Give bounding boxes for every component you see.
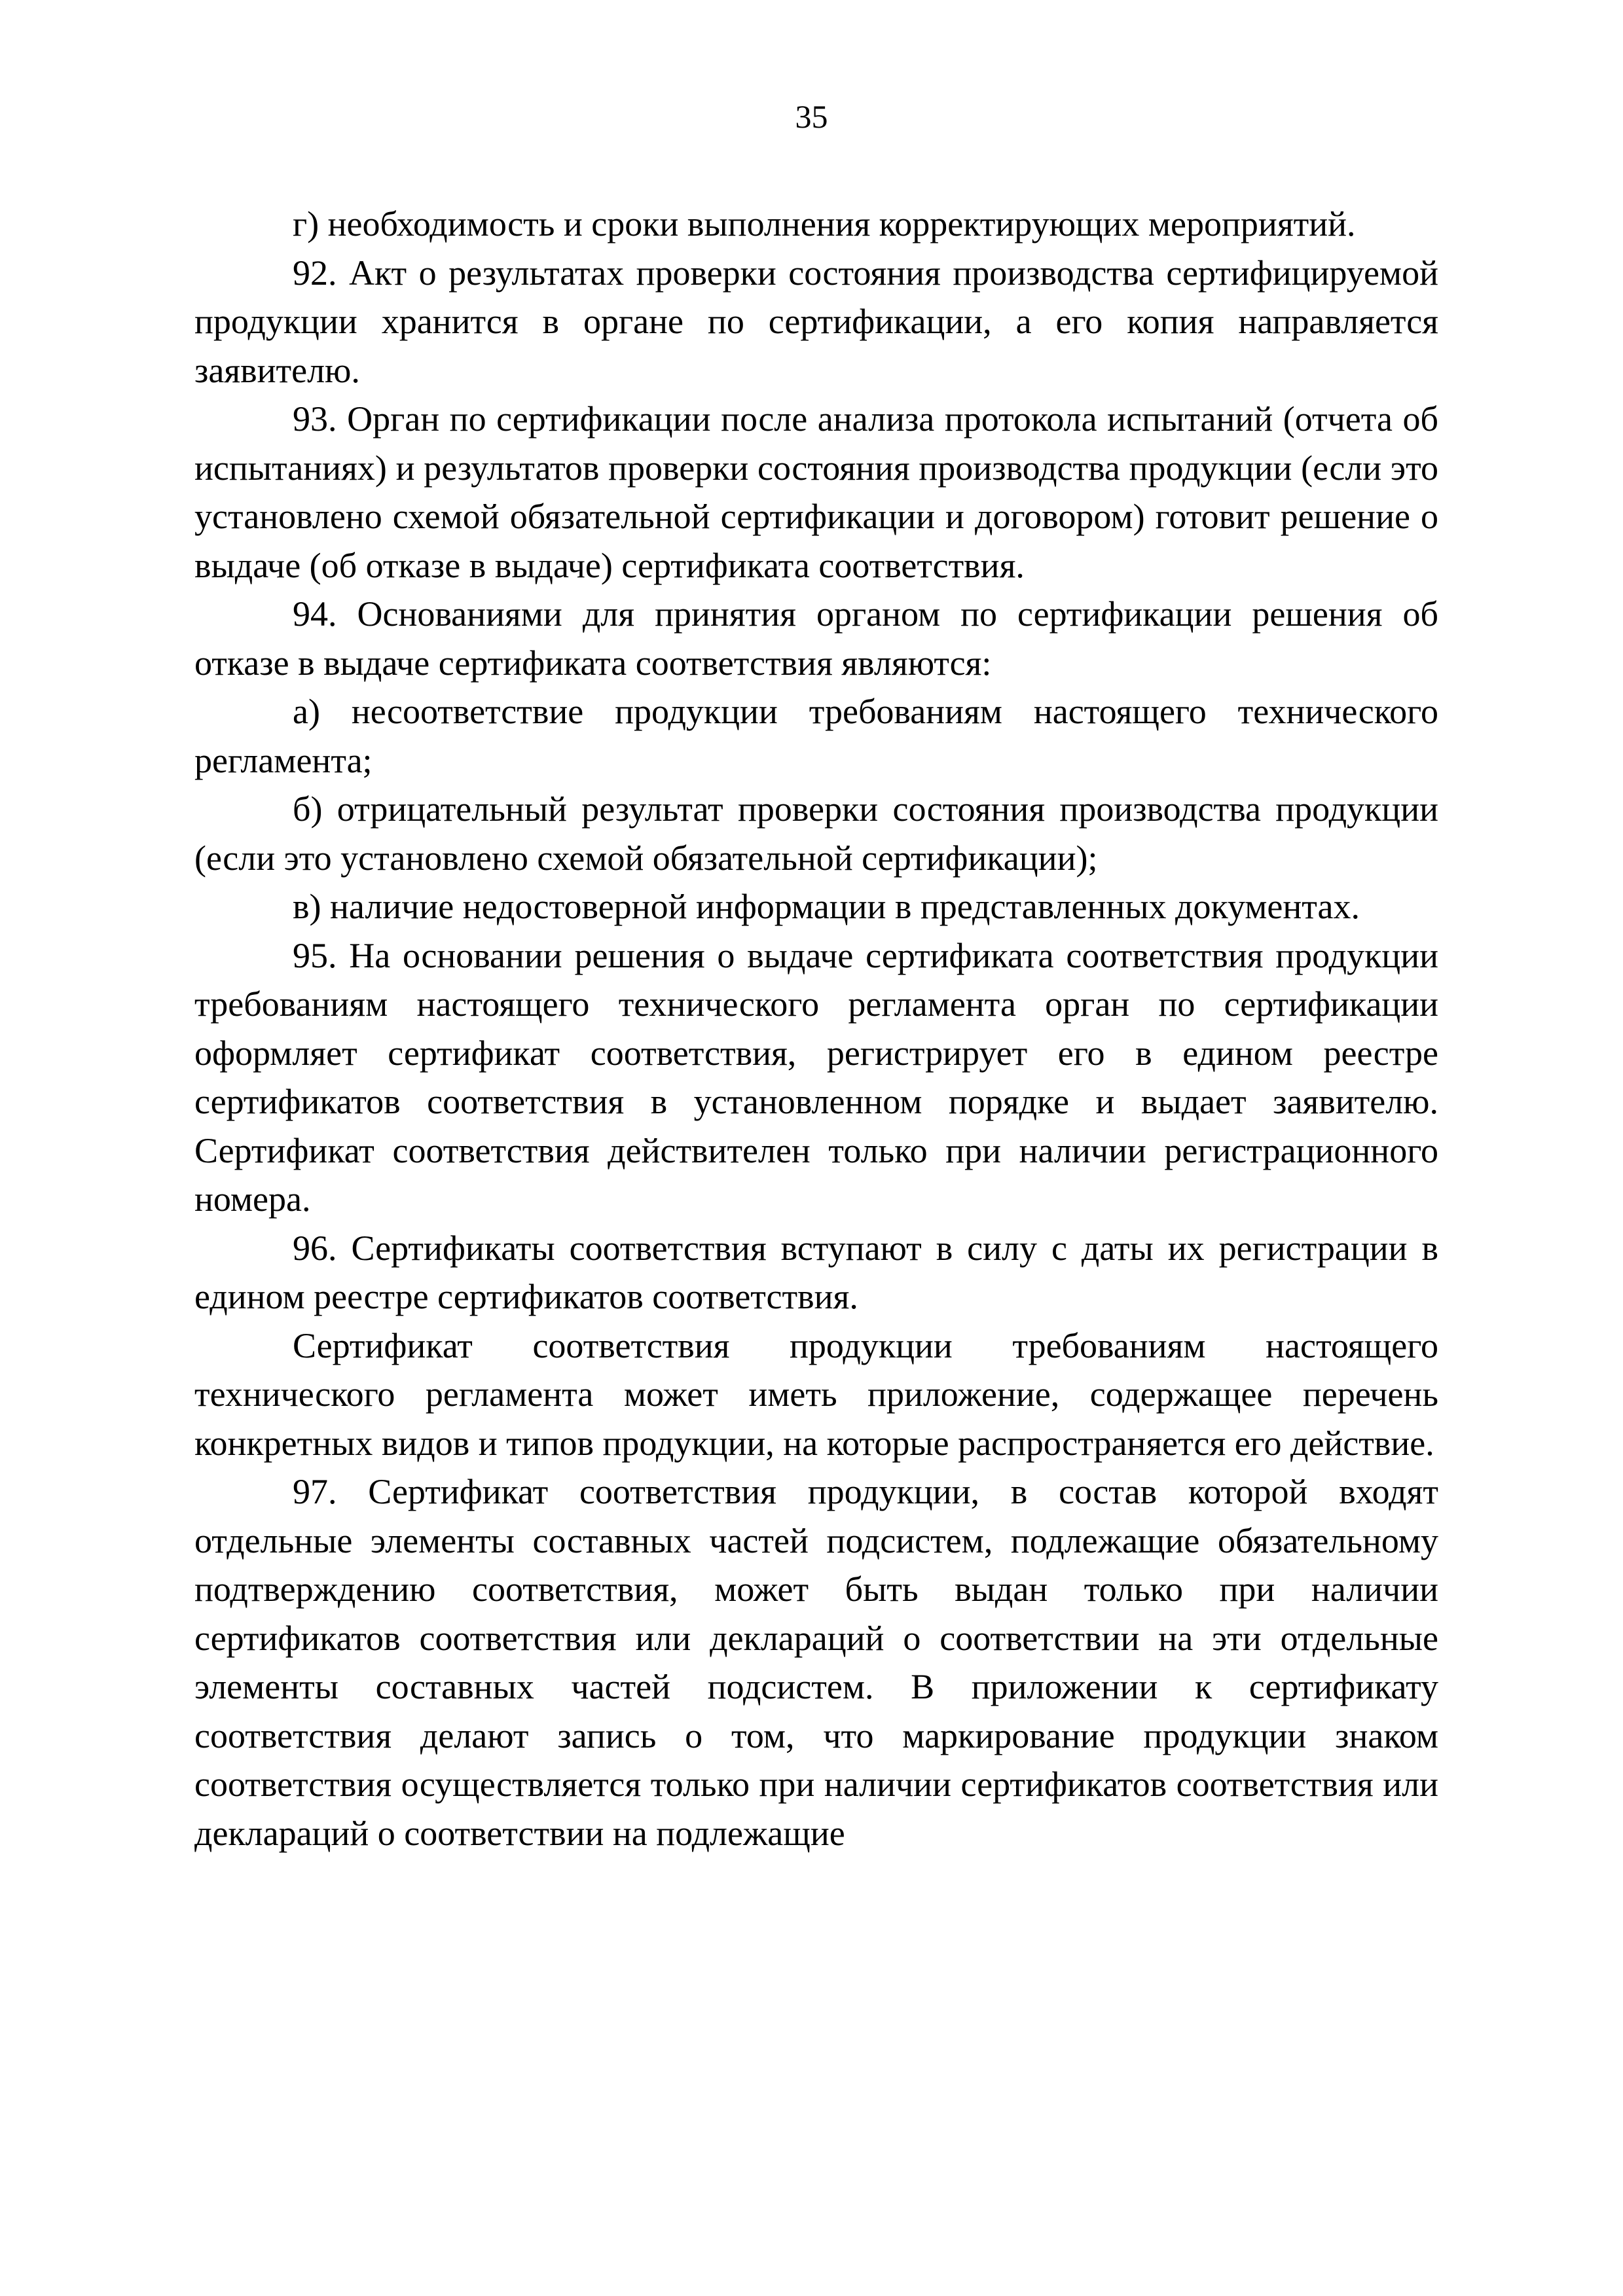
paragraph-95: 95. На основании решения о выдаче сертификата соответствия продукции требованиям настоящего технического регламента орган по сертификации оформляет сертификат соответствия, регистрирует его в едином реестре сертификатов соответствия в установленном порядке и выдает заявителю. Сертификат соответствия действителен только при наличии регистрационного номера.: [194, 935, 1438, 1219]
paragraph-93: 93. Орган по сертификации после анализа протокола испытаний (отчета об испытаниях) и результатов проверки состояния производства продукции (если это установлено схемой обязательной сертификации и договором) готовит решение о выдаче (об отказе в выдаче) сертификата соответствия.: [194, 399, 1438, 585]
paragraph-94-item-v: в) наличие недостоверной информации в представленных документах.: [293, 887, 1360, 926]
paragraph-94-item-b: б) отрицательный результат проверки состояния производства продукции (если это установлено схемой обязательной сертификации);: [194, 789, 1438, 878]
paragraph-97: 97. Сертификат соответствия продукции, в состав которой входят отдельные элементы составных частей подсистем, подлежащие обязательному подтверждению соответствия, может быть выдан только при наличии сертификатов соответствия или деклараций о соответствии на эти отдельные элементы составных частей подсистем. В приложении к сертификату соответствия делают запись о том, что маркирование продукции знаком соответствия осуществляется только при наличии сертификатов соответствия или деклараций о соответствии на подлежащие: [194, 1472, 1438, 1853]
paragraph-94-item-a: а) несоответствие продукции требованиям настоящего технического регламента;: [194, 692, 1438, 780]
page-number: 35: [795, 98, 828, 135]
paragraph-item-g: г) необходимость и сроки выполнения корректирующих мероприятий.: [293, 204, 1356, 243]
document-body: [194, 200, 1438, 1857]
paragraph-96: 96. Сертификаты соответствия вступают в силу с даты их регистрации в едином реестре сертификатов соответствия.: [194, 1228, 1438, 1316]
paragraph-92: 92. Акт о результатах проверки состояния производства сертифицируемой продукции хранится в органе по сертификации, а его копия направляется заявителю.: [194, 253, 1438, 390]
paragraph-94: 94. Основаниями для принятия органом по сертификации решения об отказе в выдаче сертификата соответствия являются:: [194, 594, 1438, 683]
paragraph-96-continuation: Сертификат соответствия продукции требованиям настоящего технического регламента может иметь приложение, содержащее перечень конкретных видов и типов продукции, на которые распространяется его действие.: [194, 1325, 1438, 1463]
